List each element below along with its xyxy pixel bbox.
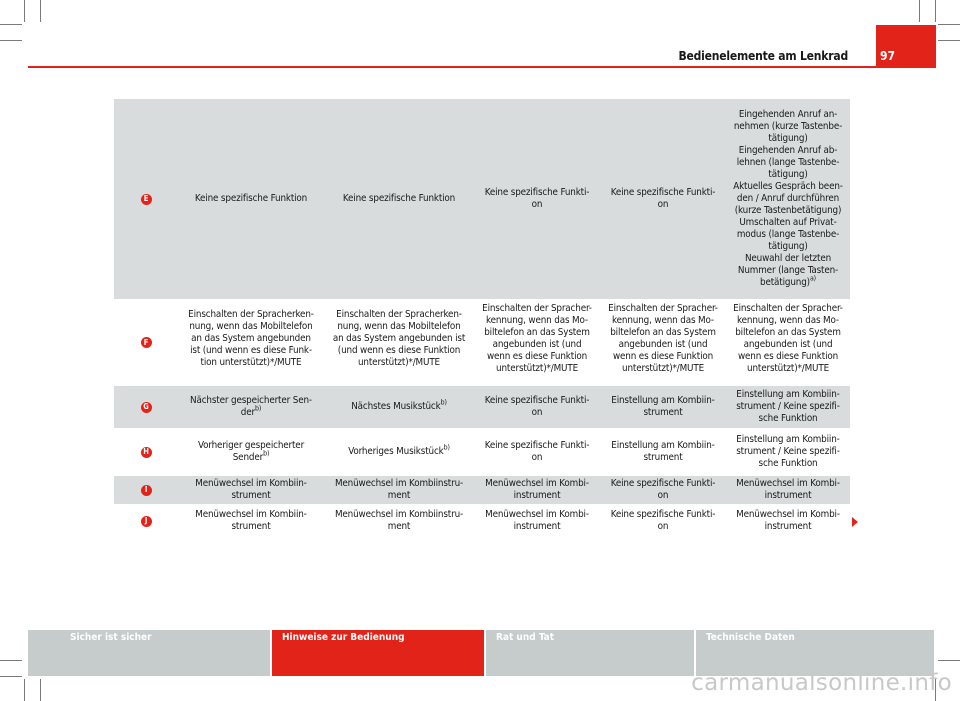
- table-cell: Keine spezifische Funktion: [342, 193, 456, 204]
- function-table: [114, 99, 850, 538]
- table-cell: Vorheriger gespeicherter Sender$^{b)}$: [197, 440, 305, 463]
- table-cell: Keine spezifische Funktion: [194, 193, 308, 204]
- table-row: [114, 476, 850, 506]
- row-key-cell: [114, 476, 178, 504]
- crop-mark: [40, 0, 41, 22]
- crop-mark: [40, 679, 41, 701]
- crop-mark: [0, 24, 22, 25]
- table-cell: Einstellung am Kombiin- strument: [611, 395, 715, 418]
- key-badge-icon: J: [141, 516, 152, 527]
- footnote-ref: b): [255, 404, 262, 413]
- table-row: [114, 386, 850, 430]
- page-title: Bedienelemente am Lenkrad: [678, 49, 848, 63]
- table-cell: Menüwechsel im Kombiin- strument: [195, 509, 307, 532]
- tab-sicher-ist-sicher[interactable]: Sicher ist sicher: [28, 630, 270, 676]
- table-cell: Vorheriges Musikstück$^{b)}$: [348, 443, 450, 457]
- table-cell: Menüwechsel im Kombiin- strument: [195, 478, 307, 501]
- crop-mark: [935, 0, 936, 22]
- table-cell: Einschalten der Spracherken- nung, wenn das Mobiltelefon an das System angebunden ist (und wenn es diese Funk- tion unterstützt)*/MUTE: [188, 309, 314, 368]
- table-cell: Einschalten der Spracher- kennung, wenn das Mo- biltelefon an das System angebunden ist (und wenn es diese Funktion unterstützt)*/MUTE: [608, 303, 718, 374]
- table-cell: Keine spezifische Funkti- on: [484, 187, 590, 210]
- crop-mark: [0, 40, 22, 41]
- tab-technische-daten[interactable]: Technische Daten: [696, 630, 934, 676]
- table-cell: Einstellung am Kombiin- strument: [611, 440, 715, 463]
- key-badge-icon: G: [141, 402, 152, 413]
- watermark: carmanualsonline.info: [691, 670, 952, 696]
- table-cell: Keine spezifische Funkti- on: [484, 440, 590, 463]
- key-badge-icon: H: [141, 447, 152, 458]
- table-cell: Menüwechsel im Kombiinstru- ment: [334, 478, 464, 501]
- table-cell: Menüwechsel im Kombi- instrument: [485, 478, 589, 501]
- tab-rat-und-tat[interactable]: Rat und Tat: [486, 630, 694, 676]
- continue-arrow-icon: [852, 517, 858, 527]
- table-cell: Einschalten der Spracherken- nung, wenn das Mobiltelefon an das System angebunden ist (und wenn es diese Funktion unterstützt)*/MUTE: [332, 309, 466, 368]
- table-cell: Eingehenden Anruf an- nehmen (kurze Tastenbe- tätigung) Eingehenden Anruf ab- lehnen (lange Tastenbe- tätigung) Aktuelles Gespräch been- den / Anruf durchführen (kurze Tastenbetätigung) Umschalten auf Privat- modus (lange Tastenbe- tätigung) Neuwahl der letzten Nummer (lange Tasten- betätigung)$^{a)}$: [733, 109, 843, 288]
- header-rule: [28, 66, 936, 68]
- crop-mark: [0, 676, 22, 677]
- table-cell: Einstellung am Kombiin- strument / Keine spezifi- sche Funktion: [736, 434, 840, 469]
- table-cell: Einschalten der Spracher- kennung, wenn das Mo- biltelefon an das System angebunden ist (und wenn es diese Funktion unterstützt)*/MUTE: [733, 303, 843, 374]
- row-key-cell: [114, 430, 178, 474]
- row-key-cell: [114, 506, 178, 536]
- tab-hinweise-zur-bedienung[interactable]: Hinweise zur Bedienung: [272, 630, 484, 676]
- table-cell: Keine spezifische Funkti- on: [610, 509, 716, 532]
- table-cell: Menüwechsel im Kombiinstru- ment: [334, 509, 464, 532]
- row-key-cell: [114, 99, 178, 299]
- crop-mark: [0, 660, 22, 661]
- footnote-ref: b): [440, 398, 447, 407]
- crop-mark: [938, 24, 960, 25]
- table-cell: Nächstes Musikstück$^{b)}$: [351, 398, 447, 412]
- crop-mark: [938, 40, 960, 41]
- table-cell: Menüwechsel im Kombi- instrument: [736, 478, 840, 501]
- row-key-cell: [114, 386, 178, 428]
- table-row: [114, 430, 850, 476]
- table-cell: Keine spezifische Funkti- on: [484, 395, 590, 418]
- table-cell: Keine spezifische Funkti- on: [610, 478, 716, 501]
- table-row: [114, 301, 850, 386]
- key-badge-icon: F: [141, 337, 152, 348]
- table-row: [114, 99, 850, 301]
- table-cell: Menüwechsel im Kombi- instrument: [736, 509, 840, 532]
- table-cell: Einstellung am Kombiin- strument / Keine spezifi- sche Funktion: [736, 389, 840, 424]
- page-number: 97: [876, 25, 936, 68]
- crop-mark: [24, 0, 25, 22]
- table-cell: Nächster gespeicherter Sen- der$^{b)}$: [190, 395, 312, 418]
- crop-mark: [919, 0, 920, 22]
- crop-mark: [24, 679, 25, 701]
- footnote-ref: b): [263, 449, 270, 458]
- key-badge-icon: I: [141, 485, 152, 496]
- table-cell: Keine spezifische Funkti- on: [610, 187, 716, 210]
- table-cell: Menüwechsel im Kombi- instrument: [485, 509, 589, 532]
- footnote-ref: a): [809, 274, 816, 283]
- table-row: [114, 506, 850, 538]
- row-key-cell: [114, 301, 178, 384]
- crop-mark: [938, 660, 960, 661]
- table-cell: Einschalten der Spracher- kennung, wenn das Mo- biltelefon an das System angebunden ist (und wenn es diese Funktion unterstützt)*/MUTE: [482, 303, 592, 374]
- footnote-ref: b): [443, 443, 450, 452]
- key-badge-icon: E: [141, 194, 152, 205]
